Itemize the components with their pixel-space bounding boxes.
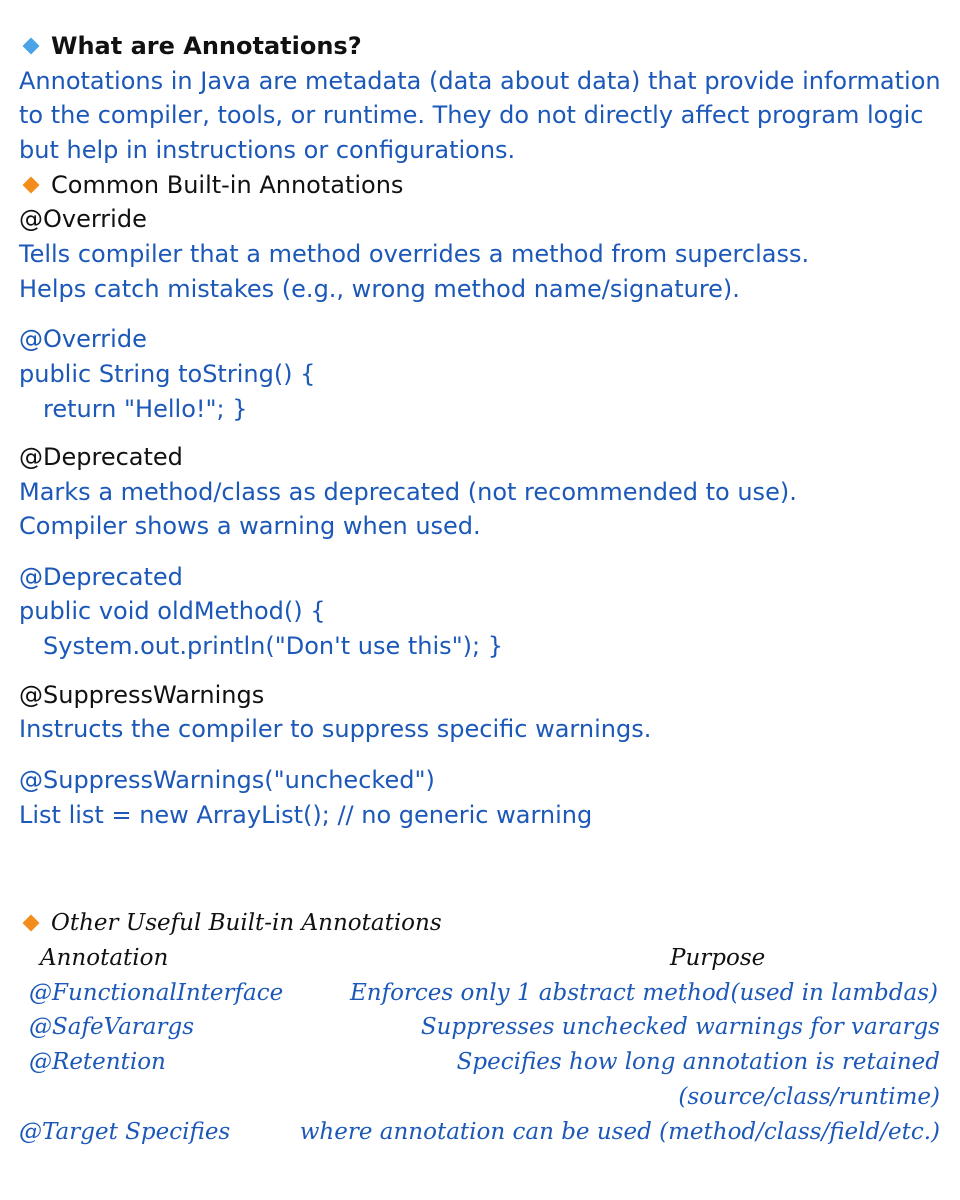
- table-cell-purpose: where annotation can be used (method/class/field/etc.): [299, 1119, 940, 1145]
- code-line: System.out.println("Don't use this"); }: [43, 632, 504, 660]
- code-line: return "Hello!"; }: [43, 395, 248, 423]
- table-cell-purpose: Specifies how long annotation is retained: [456, 1049, 940, 1075]
- description-line: Helps catch mistakes (e.g., wrong method name/signature).: [19, 275, 740, 303]
- table-row: [0, 1115, 960, 1150]
- table-row: [0, 976, 960, 1011]
- description-line: Compiler shows a warning when used.: [19, 512, 481, 540]
- code-line: @Deprecated: [19, 563, 183, 591]
- description-line: to the compiler, tools, or runtime. They do not directly affect program logic: [19, 101, 924, 129]
- table-row: [0, 1045, 960, 1080]
- section-heading-other-annotations: Other Useful Built-in Annotations: [19, 906, 442, 941]
- blue-diamond-icon: [23, 38, 40, 55]
- table-row: [0, 1010, 960, 1045]
- description-line: Tells compiler that a method overrides a method from superclass.: [19, 240, 810, 268]
- table-cell-purpose: Suppresses unchecked warnings for varargs: [420, 1014, 940, 1040]
- code-line: @Override: [19, 325, 147, 353]
- annotation-name-override: @Override: [19, 205, 147, 233]
- table-cell-annotation: @SafeVarargs: [29, 1014, 195, 1040]
- orange-diamond-icon: [23, 915, 40, 932]
- annotation-name-suppresswarnings: @SuppressWarnings: [19, 681, 265, 709]
- code-line: public String toString() {: [19, 360, 316, 388]
- code-line: public void oldMethod() {: [19, 597, 326, 625]
- table-header-annotation: Annotation: [40, 945, 169, 971]
- annotation-name-deprecated: @Deprecated: [19, 443, 183, 471]
- section-heading-what-are-annotations: What are Annotations?: [19, 29, 362, 64]
- table-cell-purpose: (source/class/runtime): [678, 1084, 940, 1110]
- table-cell-annotation: @Retention: [29, 1049, 166, 1075]
- code-line: List list = new ArrayList(); // no generic warning: [19, 801, 593, 829]
- table-cell-annotation: @FunctionalInterface: [29, 980, 284, 1006]
- code-line: @SuppressWarnings("unchecked"): [19, 766, 435, 794]
- table-header: [0, 941, 960, 976]
- section-heading-common-annotations: Common Built-in Annotations: [19, 168, 403, 203]
- table-cell-annotation: @Target Specifies: [19, 1119, 231, 1145]
- table-row-continuation: [0, 1080, 960, 1115]
- description-line: but help in instructions or configurations.: [19, 136, 516, 164]
- description-line: Marks a method/class as deprecated (not recommended to use).: [19, 478, 797, 506]
- description-line: Annotations in Java are metadata (data about data) that provide information: [19, 67, 941, 95]
- orange-diamond-icon: [23, 177, 40, 194]
- description-line: Instructs the compiler to suppress specific warnings.: [19, 715, 652, 743]
- table-cell-purpose: Enforces only 1 abstract method(used in lambdas): [349, 980, 938, 1006]
- table-header-purpose: Purpose: [670, 945, 766, 971]
